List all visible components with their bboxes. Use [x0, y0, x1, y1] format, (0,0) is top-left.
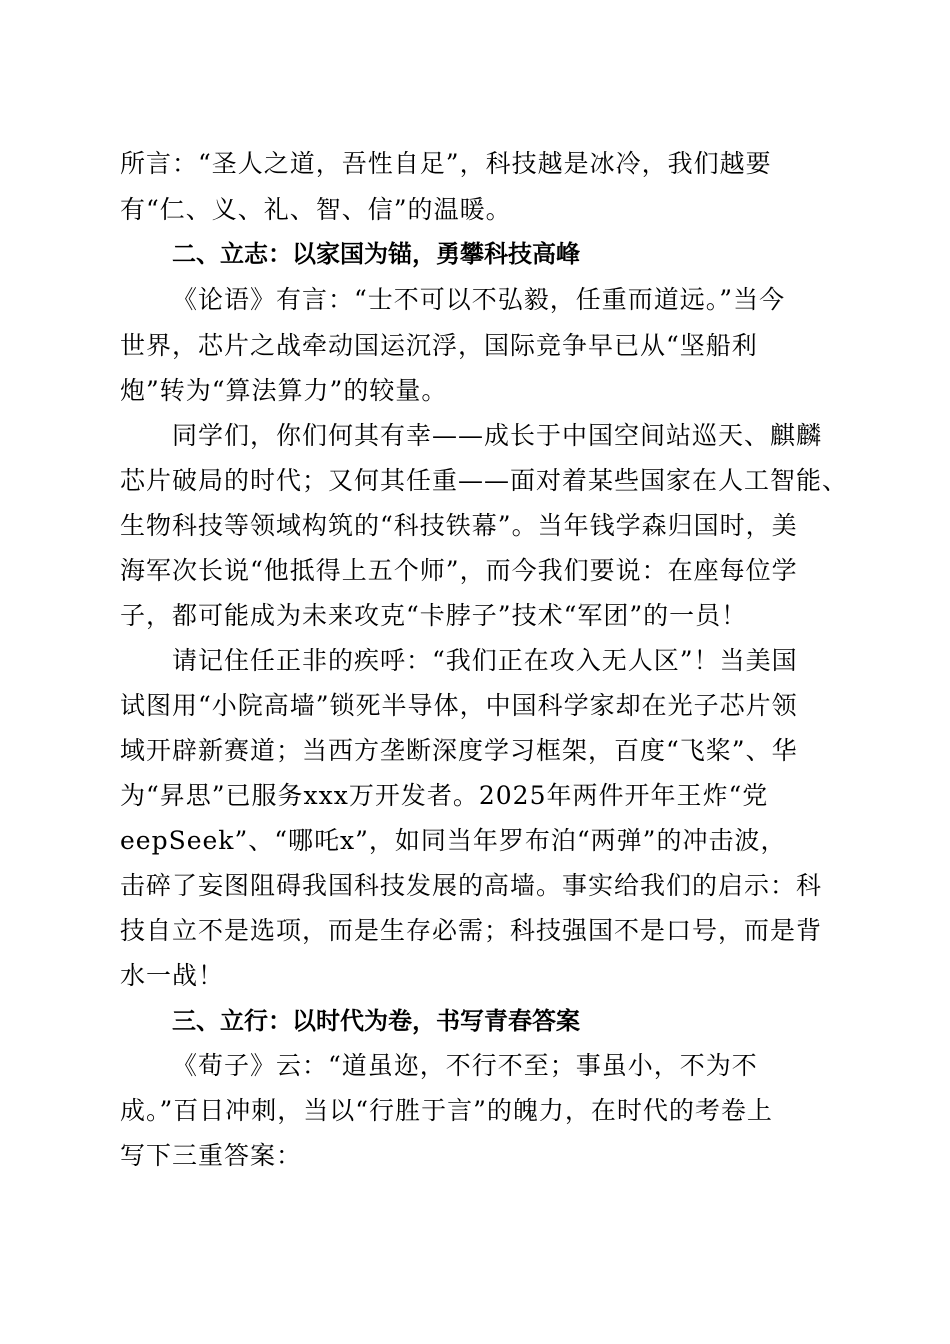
paragraph-line: 《论语》有言：“士不可以不弘毅，任重而道远。”当今: [172, 285, 786, 314]
paragraph-line: 世界，芯片之战牵动国运沉浮，国际竞争早已从“坚船利: [120, 331, 758, 360]
paragraph-line: 技自立不是选项，而是生存必需；科技强国不是口号，而是背: [120, 916, 823, 945]
paragraph-line: 炮”转为“算法算力”的较量。: [120, 376, 448, 405]
paragraph-line: 击碎了妄图阻碍我国科技发展的高墙。事实给我们的启示：科: [120, 871, 823, 900]
section-heading: 三、立行：以时代为卷，书写青春答案: [172, 1007, 580, 1035]
paragraph-line: eepSeek”、“哪吒x”，如同当年罗布泊“两弹”的冲击波，: [120, 826, 787, 855]
paragraph-line: 芯片破局的时代；又何其任重——面对着某些国家在人工智能、: [120, 466, 849, 495]
paragraph-line: 域开辟新赛道；当西方垄断深度学习框架，百度“飞桨”、华: [120, 736, 798, 765]
paragraph-line: 有“仁、义、礼、智、信”的温暖。: [120, 195, 512, 224]
section-heading: 二、立志：以家国为锚，勇攀科技高峰: [172, 240, 580, 268]
paragraph-line: 同学们，你们何其有幸——成长于中国空间站巡天、麒麟: [172, 421, 823, 450]
paragraph-line: 生物科技等领域构筑的“科技铁幕”。当年钱学森归国时，美: [120, 511, 798, 540]
paragraph-line: 请记住任正非的疾呼：“我们正在攻入无人区”！当美国: [172, 646, 798, 675]
paragraph-line: 所言：“圣人之道，吾性自足”，科技越是冰冷，我们越要: [120, 149, 772, 178]
paragraph-line: 子，都可能成为未来攻克“卡脖子”技术“军团”的一员！: [120, 601, 748, 630]
paragraph-line: 成。”百日冲刺，当以“行胜于言”的魄力，在时代的考卷上: [120, 1096, 773, 1125]
paragraph-line: 《荀子》云：“道虽迩，不行不至；事虽小，不为不: [172, 1051, 758, 1080]
paragraph-line: 写下三重答案：: [120, 1141, 303, 1170]
paragraph-line: 试图用“小院高墙”锁死半导体，中国科学家却在光子芯片领: [120, 691, 798, 720]
paragraph-line: 海军次长说“他抵得上五个师”，而今我们要说：在座每位学: [120, 556, 798, 585]
paragraph-line: 水一战！: [120, 961, 225, 990]
paragraph-line: 为“昇思”已服务xxx万开发者。2025年两件开年王炸“党: [120, 781, 769, 810]
